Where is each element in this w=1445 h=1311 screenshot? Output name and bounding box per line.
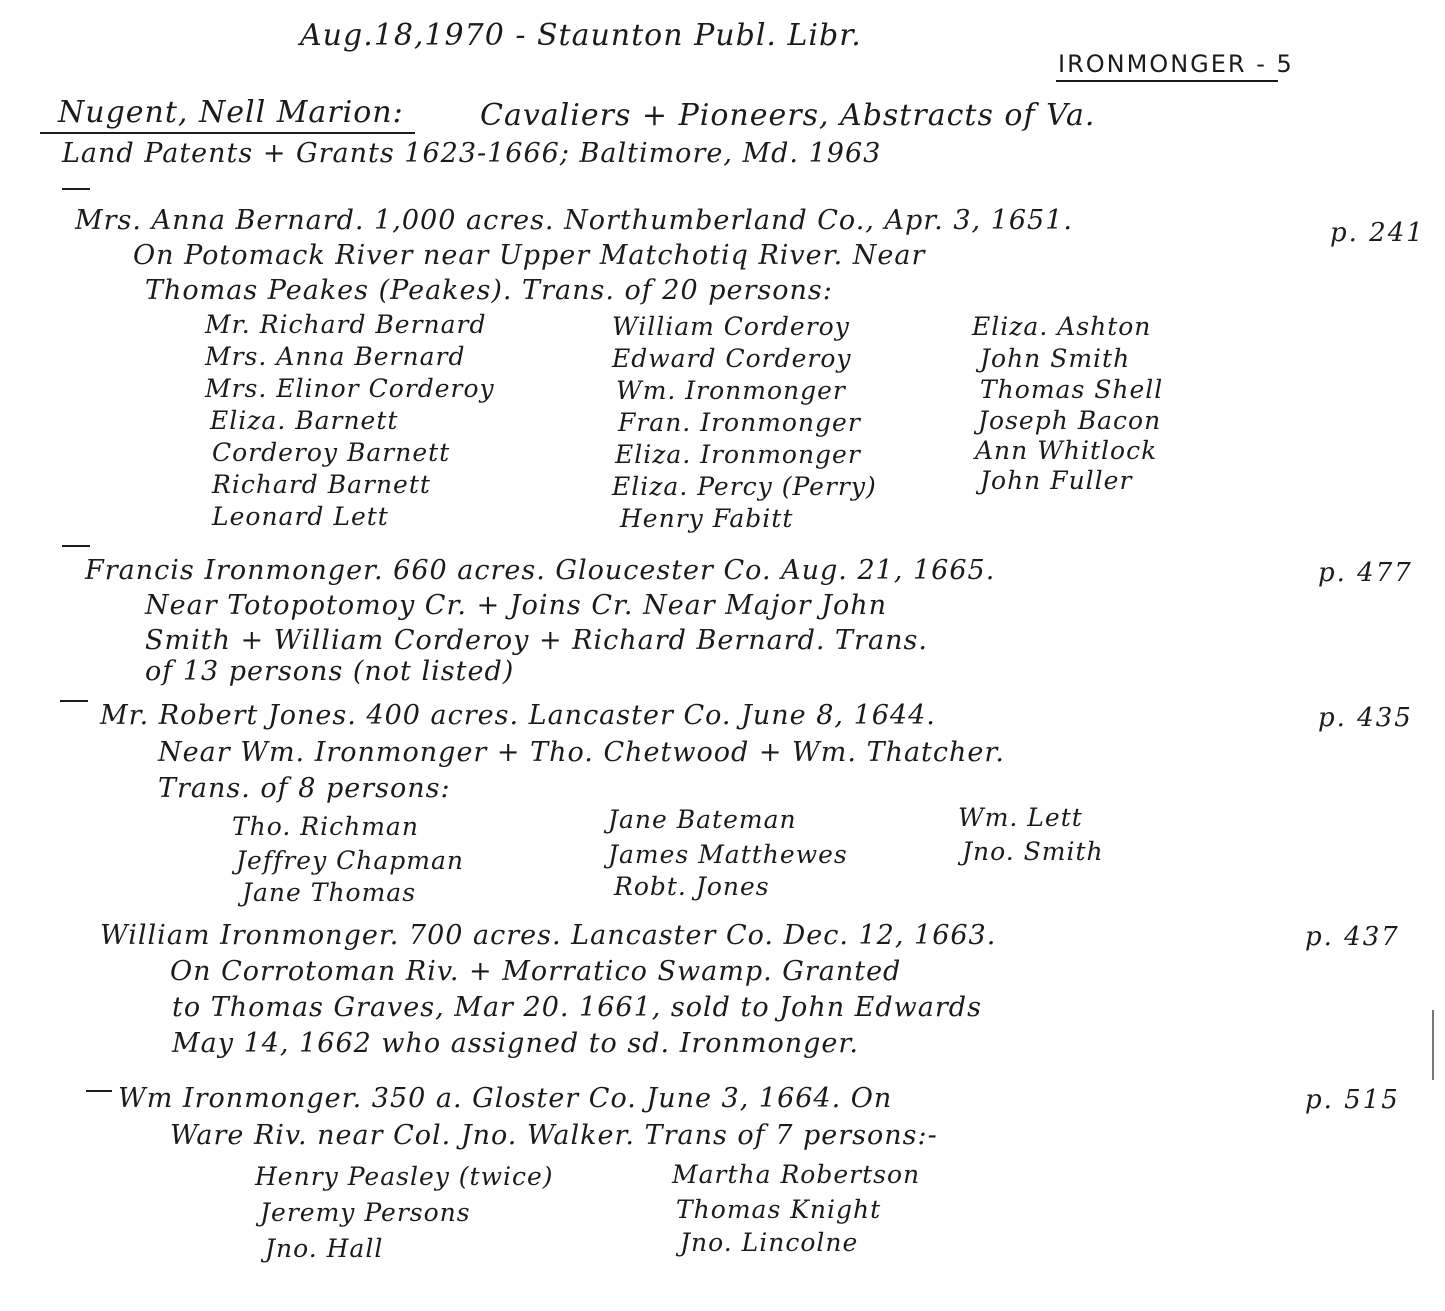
entry-line: William Ironmonger. 700 acres. Lancaster Co. Dec. 12, 1663.	[100, 920, 997, 951]
entry-line: Mr. Robert Jones. 400 acres. Lancaster Co. June 8, 1644.	[100, 700, 936, 731]
surname-tag-underline	[1056, 80, 1278, 82]
entry-divider	[62, 545, 90, 547]
name-list-item: Eliza. Percy (Perry)	[612, 472, 877, 501]
page-reference: p. 437	[1305, 922, 1400, 952]
name-list-item: Fran. Ironmonger	[618, 408, 861, 437]
name-list-item: Ann Whitlock	[975, 436, 1158, 465]
name-list-item: Edward Corderoy	[612, 344, 852, 373]
name-list-item: Wm. Ironmonger	[616, 376, 846, 405]
name-list-item: Jane Thomas	[242, 878, 417, 907]
entry-line: May 14, 1662 who assigned to sd. Ironmonger.	[172, 1028, 859, 1059]
name-list-item: Robt. Jones	[614, 872, 770, 901]
margin-edge-mark	[1432, 1010, 1434, 1080]
surname-tag: IRONMONGER - 5	[1058, 50, 1294, 78]
name-list-item: Mrs. Elinor Corderoy	[205, 374, 495, 403]
page-reference: p. 515	[1305, 1085, 1400, 1115]
name-list-item: John Fuller	[980, 466, 1133, 495]
name-list-item: Jno. Smith	[962, 837, 1104, 866]
name-list-item: Thomas Knight	[676, 1195, 882, 1224]
name-list-item: Henry Fabitt	[620, 504, 794, 533]
name-list-item: Jno. Lincolne	[680, 1228, 859, 1257]
name-list-item: Richard Barnett	[212, 470, 431, 499]
name-list-item: James Matthewes	[608, 840, 848, 869]
name-list-item: Jeffrey Chapman	[236, 846, 464, 875]
entry-line: On Potomack River near Upper Matchotiq River. Near	[133, 240, 926, 271]
name-list-item: Henry Peasley (twice)	[255, 1162, 554, 1191]
name-list-item: William Corderoy	[612, 312, 850, 341]
entry-line: Ware Riv. near Col. Jno. Walker. Trans of 7 persons:-	[170, 1120, 938, 1151]
name-list-item: Mrs. Anna Bernard	[205, 342, 466, 371]
name-list-item: Tho. Richman	[232, 812, 419, 841]
citation-title-line-2: Land Patents + Grants 1623-1666; Baltimore, Md. 1963	[62, 138, 882, 169]
entry-divider	[62, 188, 90, 190]
entry-divider	[86, 1090, 112, 1092]
entry-line: Mrs. Anna Bernard. 1,000 acres. Northumberland Co., Apr. 3, 1651.	[75, 205, 1073, 236]
entry-line: Smith + William Corderoy + Richard Bernard. Trans.	[145, 625, 928, 656]
citation-title-line-1: Cavaliers + Pioneers, Abstracts of Va.	[480, 98, 1096, 133]
page-reference: p. 477	[1318, 558, 1413, 588]
entry-line: Trans. of 8 persons:	[158, 773, 451, 804]
name-list-item: Mr. Richard Bernard	[205, 310, 487, 339]
name-list-item: Corderoy Barnett	[212, 438, 451, 467]
name-list-item: Joseph Bacon	[978, 406, 1162, 435]
entry-divider	[60, 700, 88, 702]
name-list-item: Thomas Shell	[980, 375, 1164, 404]
entry-line: to Thomas Graves, Mar 20. 1661, sold to John Edwards	[172, 992, 982, 1023]
name-list-item: Jeremy Persons	[260, 1198, 471, 1227]
name-list-item: Eliza. Ashton	[972, 312, 1152, 341]
name-list-item: Jane Bateman	[608, 805, 797, 834]
name-list-item: Jno. Hall	[265, 1234, 384, 1263]
page-reference: p. 435	[1318, 703, 1413, 733]
date-source-heading: Aug.18,1970 - Staunton Publ. Libr.	[300, 18, 862, 53]
entry-line: Wm Ironmonger. 350 a. Gloster Co. June 3, 1664. On	[118, 1083, 893, 1114]
name-list-item: Wm. Lett	[958, 803, 1083, 832]
entry-line: Near Totopotomoy Cr. + Joins Cr. Near Major John	[145, 590, 887, 621]
citation-author: Nugent, Nell Marion:	[58, 95, 404, 130]
name-list-item: Leonard Lett	[212, 502, 389, 531]
entry-line: of 13 persons (not listed)	[145, 656, 515, 687]
name-list-item: Martha Robertson	[672, 1160, 921, 1189]
name-list-item: Eliza. Ironmonger	[615, 440, 861, 469]
entry-line: On Corrotoman Riv. + Morratico Swamp. Granted	[170, 956, 902, 987]
citation-author-underline	[40, 132, 415, 134]
entry-line: Francis Ironmonger. 660 acres. Gloucester Co. Aug. 21, 1665.	[85, 555, 996, 586]
page-reference: p. 241	[1330, 218, 1425, 248]
entry-line: Near Wm. Ironmonger + Tho. Chetwood + Wm. Thatcher.	[158, 737, 1005, 768]
entry-line: Thomas Peakes (Peakes). Trans. of 20 persons:	[145, 275, 833, 306]
name-list-item: John Smith	[980, 344, 1131, 373]
name-list-item: Eliza. Barnett	[210, 406, 399, 435]
